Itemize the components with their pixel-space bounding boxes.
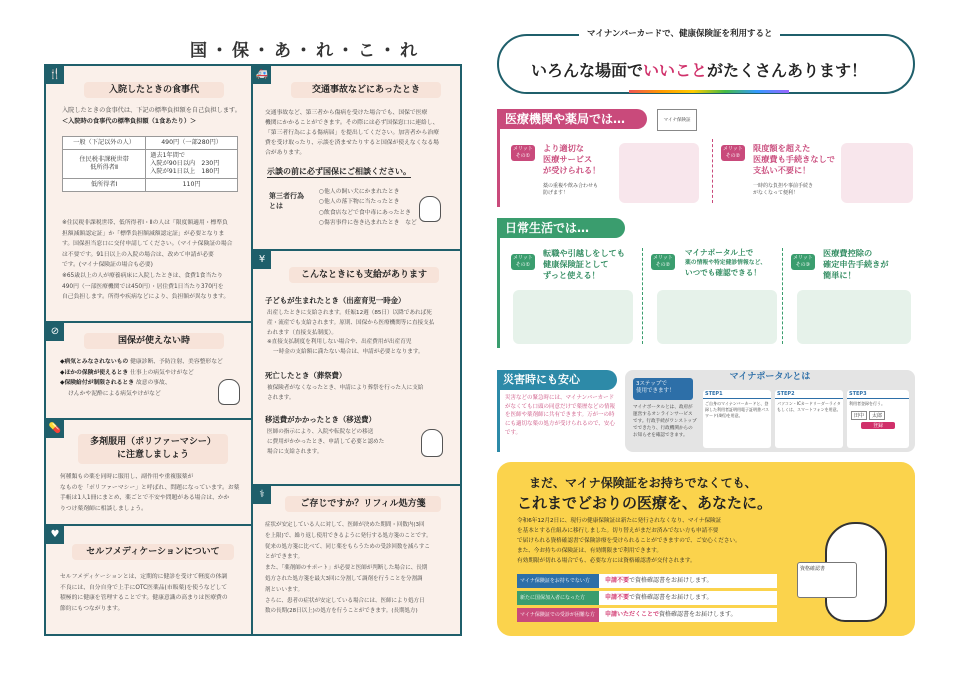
banner-part: がたくさんあります！ xyxy=(707,61,868,80)
list-item: ◆保険給付が制限されるとき 故意の事故、 xyxy=(60,380,171,387)
eligibility-list xyxy=(517,574,777,622)
reception-illustration xyxy=(841,143,913,203)
table-cell: 住民税非課税世帯 低所得者Ⅱ xyxy=(63,150,146,179)
body-line: 機関にかかることができます。その際には必ず国保窓口に連絡し、 xyxy=(265,120,439,126)
merit2-text: 限度額を超えた 医療費も手続きなしで 支払い不要に！ xyxy=(753,143,835,175)
third-party-examples xyxy=(319,187,417,229)
row-value-strong: 申請不要 xyxy=(605,594,630,601)
body-line: 何種類もの薬を同時に服用し、副作用や重複服薬が xyxy=(60,474,194,480)
note-line: ※65歳以上の人が療養病床に入院したときは、食費1食当たり xyxy=(62,272,223,279)
polypharmacy-title xyxy=(78,434,228,464)
body-line: また、「薬剤師のサポート」が必要と医師が判断した場合に、長期 xyxy=(265,565,428,572)
row-value: で資格確認書をお届けします。 xyxy=(629,594,713,601)
table-cell: 490円（一部280円） xyxy=(146,137,238,150)
row-key: マイナ保険証での受診が困難な方 xyxy=(517,608,599,622)
death-heading: 死亡したとき（葬祭費） xyxy=(265,371,347,380)
portal-illustration xyxy=(657,290,777,344)
divider xyxy=(782,248,783,344)
refill-section xyxy=(253,486,460,634)
body-line: とができます。 xyxy=(265,554,304,561)
banner-subtitle: マイナンバーカードで、健康保険証を利用すると xyxy=(579,27,780,39)
tax-illustration xyxy=(797,290,911,344)
polypharmacy-section xyxy=(46,420,251,524)
meal-section xyxy=(46,66,251,321)
portal-header: マイナポータルとは xyxy=(729,372,811,382)
refill-body xyxy=(265,520,457,617)
body-line: されます。 xyxy=(267,394,295,401)
merit2-sub: 一時的な負担や事前手続き がなくなって便利！ xyxy=(753,183,814,196)
example-line: ○飲食店などで食中毒にあったとき xyxy=(319,209,411,216)
daily-m1-tag: メリット その① xyxy=(513,255,533,268)
notice-section xyxy=(497,462,915,636)
traffic-title: 交通事故などにあったとき xyxy=(291,82,441,98)
body-line: 不良には、自分自身で上手にOTC医薬品(市販薬)を使うなどして xyxy=(60,584,228,591)
banner-title xyxy=(531,58,867,81)
list-item xyxy=(517,574,777,588)
meal-table xyxy=(62,136,238,192)
birth-heading: 子どもが生まれたとき（出産育児一時金） xyxy=(265,296,406,305)
traffic-section xyxy=(253,66,460,249)
disaster-body: 災害などの緊急時には、マイナンバーカードがなくても口頭の同意だけで薬歴などの情報を医師や薬剤師に共有できます。万が一の時にも適切な薬の処方が受けられるので、安心です。 xyxy=(505,395,616,436)
note-line: 自己負担します。所得や疾病などにより、負担額が異なります。 xyxy=(62,294,230,301)
body-line: 交通事故など、第三者から傷病を受けた場合でも、国保で医療 xyxy=(265,110,428,116)
body-line: 数の長期(28日以上)の処方を行うことができます。(長期処方) xyxy=(265,608,418,615)
surname-field: 田中 xyxy=(851,411,867,420)
stethoscope-icon: ⚕ xyxy=(253,486,271,504)
step2-label: STEP2 xyxy=(775,390,843,399)
row-value-strong: 申請いただくことで xyxy=(605,611,660,618)
self-medication-title: セルフメディケーションについて xyxy=(72,544,234,560)
name-fields xyxy=(851,411,905,420)
body-line: 合があります。 xyxy=(265,150,306,156)
step1-card xyxy=(703,390,771,448)
note-line: ※住民税非課税世帯、低所得者Ⅰ・Ⅱの人は「限度額適用・標準負 xyxy=(62,220,228,226)
table-cell: 110円 xyxy=(146,179,238,192)
step1-label: STEP1 xyxy=(703,390,771,399)
meal-notes xyxy=(62,218,248,303)
three-steps-badge: 3ステップで 使用できます！ xyxy=(633,378,693,400)
body-line: 有効期限が切れる場合でも、必要な方には資格確認書が交付されます。 xyxy=(517,558,696,564)
notice-body xyxy=(517,516,807,566)
death-body xyxy=(267,384,457,404)
medical-header: 医療機関や薬局では… xyxy=(497,109,647,129)
third-party-label: 第三者行為 とは xyxy=(269,192,304,210)
list-item xyxy=(517,608,777,622)
note-line: 担額減額認定証」か「標準負担額減額認定証」が必要となりま xyxy=(62,230,225,237)
text-line: マイナポータル上で xyxy=(685,248,754,257)
step2-card xyxy=(775,390,843,448)
daily-m2-text xyxy=(685,248,766,278)
example-line: ○傷害事件に巻き込まれたとき など xyxy=(319,220,417,227)
portal-section xyxy=(625,370,915,452)
merit1-text: より適切な 医療サービス が受けられる！ xyxy=(543,143,601,175)
prohibited-icon: ⊘ xyxy=(46,323,64,341)
title-line: に注意しましょう xyxy=(116,450,189,460)
heart-icon: ♥ xyxy=(46,526,64,544)
example-line: ○他人の落下物に当たったとき xyxy=(319,199,400,206)
row-value: 資格確認書をお届けします。 xyxy=(659,611,737,618)
divider xyxy=(712,139,713,203)
ambulance-icon: 🚑 xyxy=(253,66,271,84)
body-line: さらに、患者の症状が安定している場合には、医師により処方日 xyxy=(265,597,425,604)
daily-m3-tag: メリット その③ xyxy=(793,255,813,268)
text-line: 薬の情報や特定健診情報など、 xyxy=(685,260,767,266)
daily-section xyxy=(497,218,915,348)
meal-title: 入院したときの食事代 xyxy=(84,82,224,98)
table-row xyxy=(63,150,238,179)
list-item: けんかや泥酔による病気やけがなど xyxy=(68,390,161,397)
notice-line2: これまでどおりの医療を、あなたに。 xyxy=(517,494,773,512)
mascot-with-card xyxy=(797,522,907,626)
step3-card xyxy=(847,390,909,448)
body-line: われます（直接支払制度）。 xyxy=(267,329,337,336)
title-line: 多剤服用（ポリファーマシー） xyxy=(90,437,216,447)
moving-illustration xyxy=(513,290,633,344)
merit2-tag: メリット その② xyxy=(723,146,743,159)
daily-m1-text: 転職や引越しをしても 健康保険証として ずっと使える！ xyxy=(543,248,625,280)
portal-intro: マイナポータルとは、政府が運営するオンラインサービスです。行政手続がワンストップでできたり、行政機関からのお知らせを確認できます。 xyxy=(633,405,697,438)
body-line: 一時金の支給額に満たない場合は、申請が必要となります。 xyxy=(273,349,424,356)
table-row xyxy=(63,137,238,150)
certificate-card: 資格確認書 xyxy=(797,562,857,598)
cannot-title: 国保が使えない時 xyxy=(84,333,224,349)
disaster-header: 災害時にも安心 xyxy=(497,370,617,390)
meal-table-head: ＜入院時の食事代の標準負担額（1食あたり）＞ xyxy=(62,118,197,125)
step2-text: パソコン・ICカードリーダーライタもしくは、スマートフォンを用意。 xyxy=(777,401,841,412)
body-line: 節約にもつながります。 xyxy=(60,605,124,612)
body-line: 処方された処方箋を最大3回に分割して調剤を行うことを分割調 xyxy=(265,575,423,582)
body-line: を上限)で、繰り返し使用できるように発行する処方箋のことです。 xyxy=(265,532,432,539)
step1-text: ご自身のマイナンバーカードと、登録した利用者証明用電子証明書パスワード(4桁)を用意。 xyxy=(705,401,769,418)
mascot-icon xyxy=(419,196,441,222)
banner-part: いろんな場面で xyxy=(531,61,644,80)
step3-text: 利用者登録を行う。 xyxy=(849,401,885,406)
hero-banner xyxy=(497,29,915,94)
body-line: 剤といいます。 xyxy=(265,586,304,593)
daily-rule xyxy=(497,238,500,348)
cannot-list xyxy=(60,357,223,399)
daily-header: 日常生活では… xyxy=(497,218,625,238)
row-key: マイナ保険証をお持ちでない方 xyxy=(517,574,599,588)
example-line: ○他人の飼い犬にかまれたとき xyxy=(319,189,400,195)
body-line: に費用がかかったとき、申請して必要と認めた xyxy=(267,438,385,445)
pill-icon: 💊 xyxy=(46,420,64,438)
step3-label: STEP3 xyxy=(847,390,909,399)
refill-title: ご存じですか？リフィル処方箋 xyxy=(285,496,441,512)
body-line: で届けられる資格確認書で保険診療を受けられることができますので、ご安心ください。 xyxy=(517,538,741,544)
table-cell: 低所得者Ⅰ xyxy=(63,179,146,192)
transfer-heading: 移送費がかかったとき（移送費） xyxy=(265,415,376,424)
daily-m2-tag: メリット その② xyxy=(653,255,673,268)
body-line: また、今お持ちの保険証は、有効期限まで利用できます。 xyxy=(517,548,662,554)
daily-m3-text: 医療費控除の 確定申告手続きが 簡単に！ xyxy=(823,248,889,280)
list-item xyxy=(517,591,777,605)
body-line: 症状が安定している人に対して、医師が決めた期間・回数内(3回 xyxy=(265,522,425,528)
banner-highlight: いいこと xyxy=(643,61,708,80)
body-line: 「第三者行為による傷病届」を提出してください。加害者から治療 xyxy=(265,130,439,136)
fork-knife-icon: 🍴 xyxy=(46,66,64,84)
list-item: ◆病気とみなされないもの 健康診断、予防注射、美容整形など xyxy=(60,359,223,365)
mascot-sign: マイナ保険証 xyxy=(657,109,697,131)
row-value-strong: 申請不要 xyxy=(605,577,630,584)
body-line: 場合に支給されます。 xyxy=(267,448,323,455)
body-line: 被保険者がなくなったとき、申請により葬祭を行った人に支給 xyxy=(267,385,424,391)
body-line: 産・流産でも支給されます。原則、国保から医療機関等に直接支払 xyxy=(267,319,435,326)
divider xyxy=(642,248,643,344)
note-line: 490円（一部医療機関では450円）・居住費1日当たり370円を xyxy=(62,283,224,290)
row-key: 新たに国保加入者になった方 xyxy=(517,591,599,605)
text-line: いつでも確認できる！ xyxy=(685,268,761,277)
medical-rule xyxy=(497,129,500,207)
body-line: 手帳は1人1冊にまとめ、薬ごとで不安や問題がある場合は、かか xyxy=(60,495,230,502)
mascot-icon xyxy=(218,379,240,405)
cannot-use-section xyxy=(46,323,251,418)
body-line: なものを「ポリファーマシー」と呼ばれ、問題になっています。お薬 xyxy=(60,484,240,491)
list-item: ◆ほかの保険が使えるとき 仕事上の病気やけがなど xyxy=(60,369,194,376)
table-cell: 一般（下記以外の人） xyxy=(63,137,146,150)
body-line: 従来の処方箋に比べて、同じ薬をもらうための受診回数を減らすこ xyxy=(265,543,430,550)
left-info-grid xyxy=(44,64,462,636)
note-line: す。国保担当窓口に交付申請してください。（マイナ保険証の場合 xyxy=(62,241,233,248)
merit1-tag: メリット その① xyxy=(513,146,533,159)
body-line: 出産したときに支給されます。妊娠12週（85日）以降であれば死 xyxy=(267,310,432,316)
benefit-title: こんなときにも支給があります xyxy=(289,267,439,283)
body-line: りつけ薬剤師に相談しましょう。 xyxy=(60,505,147,512)
left-page-title: 国・保・あ・れ・こ・れ xyxy=(190,41,421,61)
traffic-body xyxy=(265,108,455,158)
traffic-consult: 示談の前に必ず国保にご相談ください。 xyxy=(267,167,411,176)
polypharmacy-body xyxy=(60,472,248,514)
mascot-icon xyxy=(421,429,443,457)
row-value: で資格確認書をお届けします。 xyxy=(629,577,713,584)
self-medication-section xyxy=(46,526,251,634)
given-name-field: 太郎 xyxy=(869,411,885,420)
meal-intro: 入院したときの食事代は、下記の標準負担額を自己負担します。 xyxy=(62,107,241,114)
body-line: ※直接支払制度を利用しない場合や、出産費用が出産育児 xyxy=(267,339,412,346)
register-button[interactable]: 登録 xyxy=(861,422,895,429)
pharmacist-illustration xyxy=(619,143,699,203)
benefit-section xyxy=(253,251,460,484)
medical-section xyxy=(497,109,915,207)
birth-body xyxy=(267,309,457,358)
body-line: セルフメディケーションとは、定期的に健診を受けて軽度の体調 xyxy=(60,574,228,580)
body-line: 令和6年12月2日に、現行の健康保険証は新たに発行されなくなり、マイナ保険証 xyxy=(517,518,722,524)
notice-line1: まだ、マイナ保険証をお持ちでなくても、 xyxy=(529,476,757,490)
self-medication-body xyxy=(60,572,248,614)
merit1-sub: 薬の重複や飲み合わせも 防げます！ xyxy=(543,183,599,196)
rainbow-divider xyxy=(629,90,789,93)
table-row xyxy=(63,179,238,192)
disaster-section xyxy=(497,370,617,452)
body-line: 費を受け取ったり、示談を済ませたりすると国保が使えなくなる場 xyxy=(265,140,439,146)
yen-icon: ¥ xyxy=(253,251,271,269)
transfer-body xyxy=(267,428,417,457)
body-line: を基本とする仕組みに移行しました。切り替えがまだお済みでない方も申請不要 xyxy=(517,528,719,534)
note-line: です。(マイナ保険証の場合も必要) xyxy=(62,262,153,269)
body-line: 積極的に健康を管理することです。健康意識の高まりは医療費の xyxy=(60,595,228,602)
body-line: 医師の指示により、入院や転院などの移送 xyxy=(267,429,374,435)
table-cell: 過去1年間で 入院が90日以内 230円 入院が91日以上 180円 xyxy=(146,150,238,179)
note-line: は不要です。91日以上の入院の場合は、改めて申請が必要 xyxy=(62,251,214,258)
disaster-rule xyxy=(497,390,500,452)
